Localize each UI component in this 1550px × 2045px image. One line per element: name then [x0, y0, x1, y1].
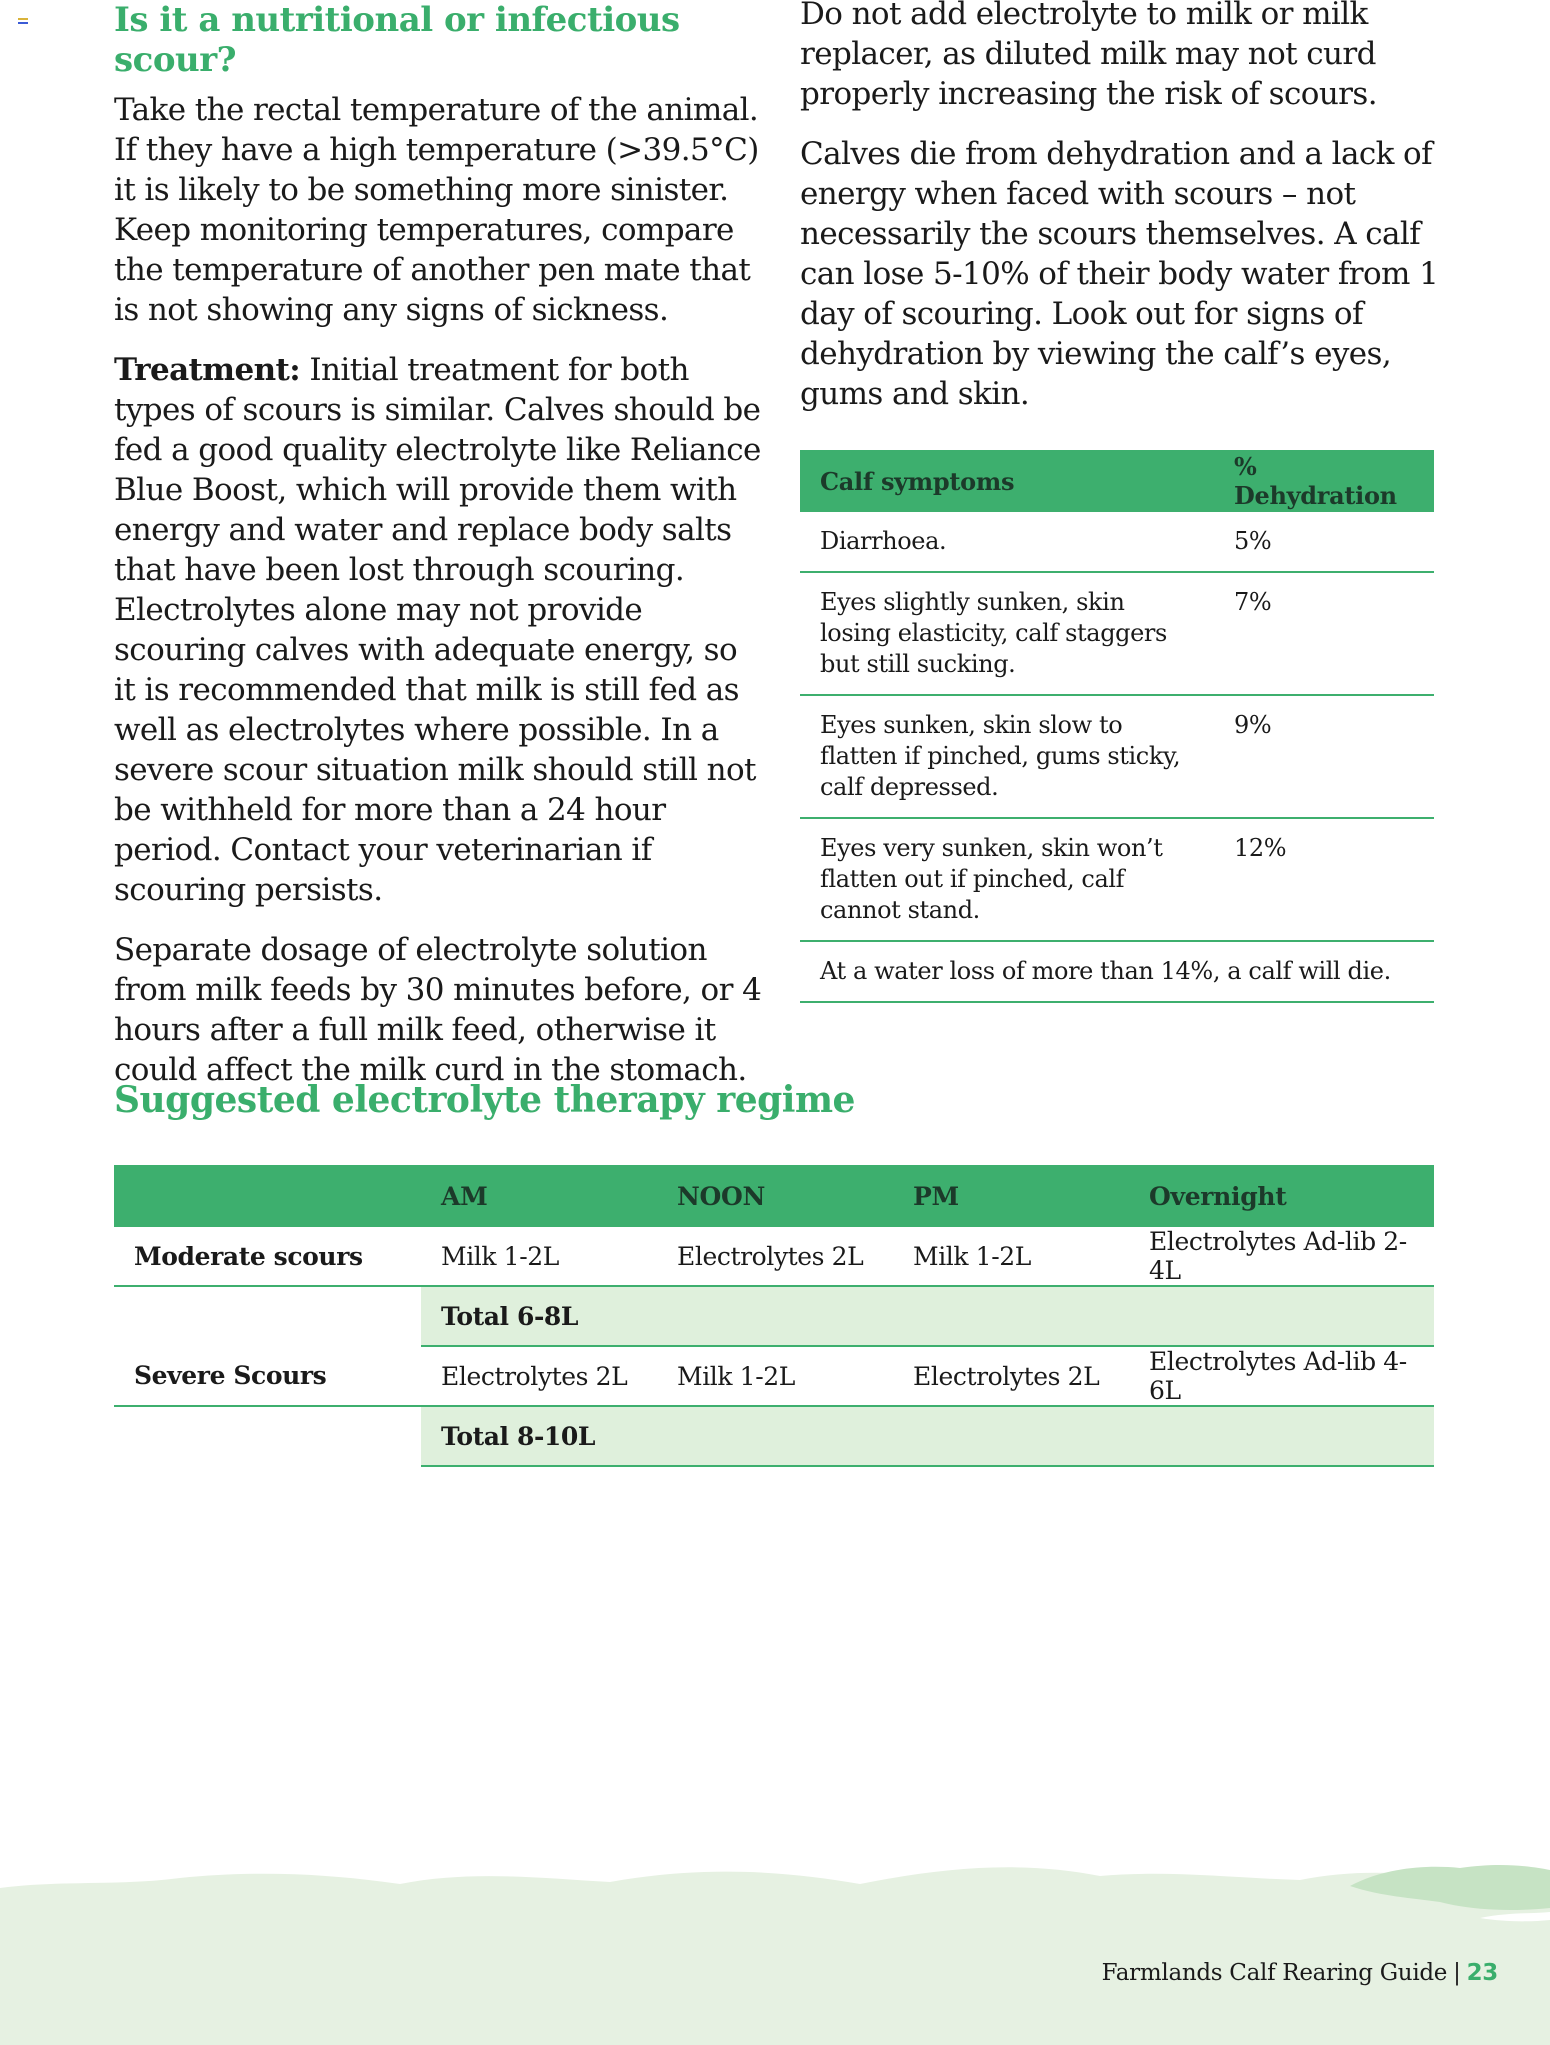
dehydration-paragraph: Calves die from dehydration and a lack of energy when faced with scours – not necessarily the scours themselves. A calf can lose 5-10% of their body water from 1 day of scouring. Look out for signs of dehydration by viewing the calf’s eyes, gums and skin. [800, 136, 1439, 412]
moderate-label: Moderate scours [114, 1227, 421, 1286]
moderate-overnight: Electrolytes Ad-lib 2-4L [1129, 1227, 1434, 1286]
corner-mark [18, 18, 28, 26]
table-row [800, 512, 1434, 572]
table-row [800, 818, 1434, 941]
header-pm: PM [893, 1165, 1129, 1227]
footer-separator: | [1453, 1960, 1461, 1986]
severe-pm: Electrolytes 2L [893, 1346, 1129, 1406]
symptom-cell: Eyes very sunken, skin won’t flatten out if pinched, calf cannot stand. [800, 818, 1214, 941]
page-footer [1102, 1960, 1498, 1986]
regime-total-severe [114, 1406, 1434, 1466]
header-calf-symptoms: Calf symptoms [800, 450, 1214, 512]
regime-title: Suggested electrolyte therapy regime [114, 1079, 855, 1121]
dehydration-table-header [800, 450, 1434, 512]
header-overnight: Overnight [1129, 1165, 1434, 1227]
guide-title: Farmlands Calf Rearing Guide [1101, 1960, 1448, 1986]
header-dehydration: % Dehydration [1214, 450, 1434, 512]
symptom-cell: Diarrhoea. [800, 512, 1214, 572]
header-blank [114, 1165, 421, 1227]
pct-cell: 12% [1214, 818, 1434, 941]
total-fill [893, 1406, 1129, 1466]
severe-noon: Milk 1-2L [657, 1346, 893, 1406]
regime-row-severe [114, 1346, 1434, 1406]
regime-row-moderate [114, 1227, 1434, 1286]
treatment-text: Initial treatment for both types of scours is similar. Calves should be fed a good quality electrolyte like Reliance Blue Boost, which will provide them with energy and water and replace body salts that have been lost through scouring. Electrolytes alone may not provide scouring calves with adequate energy, so it is recommended that milk is still fed as well as electrolytes where possible. In a severe scour situation milk should still not be withheld for more than a 24 hour period. Contact your veterinarian if scouring persists. [114, 352, 761, 908]
severe-am: Electrolytes 2L [421, 1346, 657, 1406]
temperature-paragraph: Take the rectal temperature of the animal. If they have a high temperature (>39.5°C) it is likely to be something more sinister. Keep monitoring temperatures, compare the temperature of another pen mate that is not showing any signs of sickness. [114, 92, 759, 328]
moderate-am: Milk 1-2L [421, 1227, 657, 1286]
total-fill [1129, 1286, 1434, 1346]
blank-cell [114, 1406, 421, 1466]
symptom-cell: Eyes sunken, skin slow to flatten if pinched, gums sticky, calf depressed. [800, 695, 1214, 818]
regime-total-moderate [114, 1286, 1434, 1346]
dosage-paragraph: Separate dosage of electrolyte solution from milk feeds by 30 minutes before, or 4 hours after a full milk feed, otherwise it could affect the milk curd in the stomach. [114, 932, 762, 1088]
table-row [800, 695, 1434, 818]
blank-cell [114, 1286, 421, 1346]
moderate-noon: Electrolytes 2L [657, 1227, 893, 1286]
regime-table [114, 1165, 1434, 1467]
moderate-total: Total 6-8L [421, 1286, 657, 1346]
header-noon: NOON [657, 1165, 893, 1227]
right-column [800, 0, 1440, 434]
total-fill [657, 1406, 893, 1466]
pct-cell: 7% [1214, 572, 1434, 695]
header-am: AM [421, 1165, 657, 1227]
total-fill [1129, 1406, 1434, 1466]
table-row [800, 572, 1434, 695]
pct-cell: 9% [1214, 695, 1434, 818]
regime-header-row [114, 1165, 1434, 1227]
moderate-pm: Milk 1-2L [893, 1227, 1129, 1286]
milk-paragraph: Do not add electrolyte to milk or milk replacer, as diluted milk may not curd properly increasing the risk of scours. [800, 0, 1377, 112]
hills-illustration [0, 1840, 1550, 2045]
section-heading: Is it a nutritional or infectious scour? [114, 0, 680, 80]
table-note: At a water loss of more than 14%, a calf will die. [800, 941, 1434, 1002]
symptom-cell: Eyes slightly sunken, skin losing elasticity, calf staggers but still sucking. [800, 572, 1214, 695]
treatment-paragraph [114, 350, 764, 910]
severe-label: Severe Scours [114, 1346, 421, 1406]
severe-overnight: Electrolytes Ad-lib 4-6L [1129, 1346, 1434, 1406]
total-fill [657, 1286, 893, 1346]
page-number: 23 [1466, 1960, 1498, 1986]
left-column [114, 0, 764, 1110]
total-fill [893, 1286, 1129, 1346]
dehydration-table [800, 450, 1434, 1003]
pct-cell: 5% [1214, 512, 1434, 572]
treatment-label: Treatment: [114, 352, 301, 388]
severe-total: Total 8-10L [421, 1406, 657, 1466]
table-note-row [800, 941, 1434, 1002]
